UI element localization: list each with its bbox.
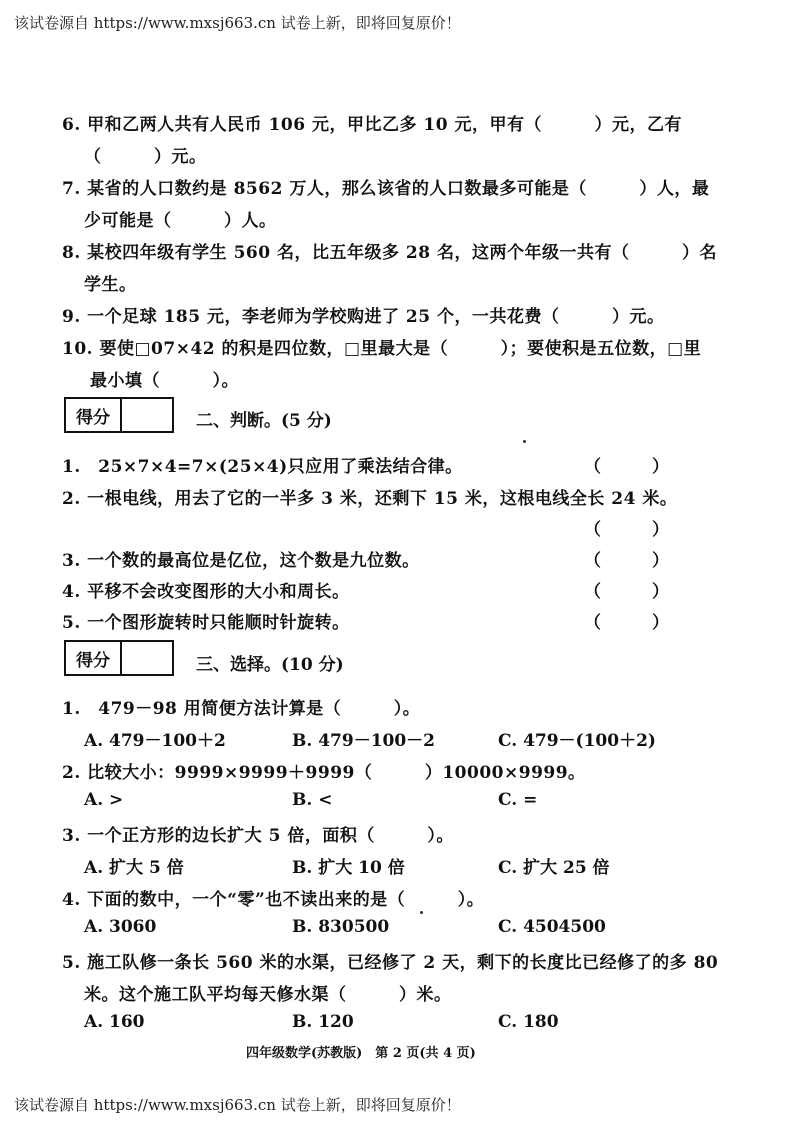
question-8-line-1: 8. 某校四年级有学生 560 名，比五年级多 28 名，这两个年级一共有（ ）名 <box>62 243 717 263</box>
question-9: 9. 一个足球 185 元，李老师为学校购进了 25 个，一共花费（ ）元。 <box>62 307 665 327</box>
page-footer: 四年级数学(苏教版) 第 2 页(共 4 页) <box>246 1046 476 1061</box>
score-label: 得分 <box>66 642 122 674</box>
score-blank <box>122 642 172 674</box>
judgement-paren-3: （ ） <box>584 551 669 571</box>
score-blank <box>122 399 172 431</box>
question-7-line-2: 少可能是（ ）人。 <box>84 211 277 231</box>
section-2-title: 二、判断。(5 分) <box>196 411 332 431</box>
section-3-title: 三、选择。(10 分) <box>196 655 344 675</box>
choice-question-2: 2. 比较大小：9999×9999＋9999（ ）10000×9999。 <box>62 763 586 783</box>
choice-question-5-line-2: 米。这个施工队平均每天修水渠（ ）米。 <box>84 985 452 1005</box>
top-watermark: 该试卷源自 https://www.mxsj663.cn 试卷上新，即将回复原价！ <box>14 14 461 32</box>
score-box-section-2 <box>64 397 174 433</box>
choice-question-3: 3. 一个正方形的边长扩大 5 倍，面积（ ）。 <box>62 826 454 846</box>
choice-question-5-line-1: 5. 施工队修一条长 560 米的水渠，已经修了 2 天，剩下的长度比已经修了的多 80 <box>62 953 719 973</box>
choice-3-option-a: A. 扩大 5 倍 <box>84 858 184 878</box>
choice-3-option-c: C. 扩大 25 倍 <box>498 858 610 878</box>
score-label: 得分 <box>66 399 122 431</box>
choice-2-option-b: B. < <box>292 790 333 810</box>
judgement-item-2: 2. 一根电线，用去了它的一半多 3 米，还剩下 15 米，这根电线全长 24 米。 <box>62 489 678 509</box>
choice-1-option-b: B. 479－100－2 <box>292 731 436 751</box>
choice-1-option-a: A. 479－100＋2 <box>84 731 226 751</box>
bottom-watermark: 该试卷源自 https://www.mxsj663.cn 试卷上新，即将回复原价！ <box>14 1096 461 1114</box>
question-10-line-1: 10. 要使□07×42 的积是四位数，□里最大是（ ）；要使积是五位数，□里 <box>62 339 702 359</box>
scan-speck <box>420 911 423 914</box>
question-10-line-2: 最小填（ ）。 <box>90 371 239 391</box>
judgement-paren-1: （ ） <box>584 457 669 477</box>
choice-5-option-c: C. 180 <box>498 1012 559 1032</box>
judgement-item-1: 1. 25×7×4=7×(25×4)只应用了乘法结合律。 <box>62 457 463 477</box>
question-8-line-2: 学生。 <box>84 275 137 295</box>
choice-4-option-a: A. 3060 <box>84 917 157 937</box>
judgement-paren-5: （ ） <box>584 613 669 633</box>
choice-5-option-b: B. 120 <box>292 1012 354 1032</box>
choice-2-option-a: A. > <box>84 790 124 810</box>
judgement-item-5: 5. 一个图形旋转时只能顺时针旋转。 <box>62 613 350 633</box>
choice-1-option-c: C. 479－(100＋2) <box>498 731 656 751</box>
judgement-paren-4: （ ） <box>584 582 669 602</box>
scan-speck <box>523 440 526 443</box>
score-box-section-3 <box>64 640 174 676</box>
question-6-line-2: （ ）元。 <box>84 147 207 167</box>
judgement-item-3: 3. 一个数的最高位是亿位，这个数是九位数。 <box>62 551 420 571</box>
choice-5-option-a: A. 160 <box>84 1012 145 1032</box>
choice-3-option-b: B. 扩大 10 倍 <box>292 858 405 878</box>
judgement-paren-2: （ ） <box>584 520 669 540</box>
question-6-line-1: 6. 甲和乙两人共有人民币 106 元，甲比乙多 10 元，甲有（ ）元，乙有 <box>62 115 682 135</box>
choice-4-option-b: B. 830500 <box>292 917 390 937</box>
choice-2-option-c: C. = <box>498 790 538 810</box>
choice-question-4: 4. 下面的数中，一个“零”也不读出来的是（ ）。 <box>62 890 485 910</box>
question-7-line-1: 7. 某省的人口数约是 8562 万人，那么该省的人口数最多可能是（ ）人，最 <box>62 179 710 199</box>
choice-question-1: 1. 479－98 用简便方法计算是（ ）。 <box>62 699 421 719</box>
judgement-item-4: 4. 平移不会改变图形的大小和周长。 <box>62 582 350 602</box>
choice-4-option-c: C. 4504500 <box>498 917 606 937</box>
